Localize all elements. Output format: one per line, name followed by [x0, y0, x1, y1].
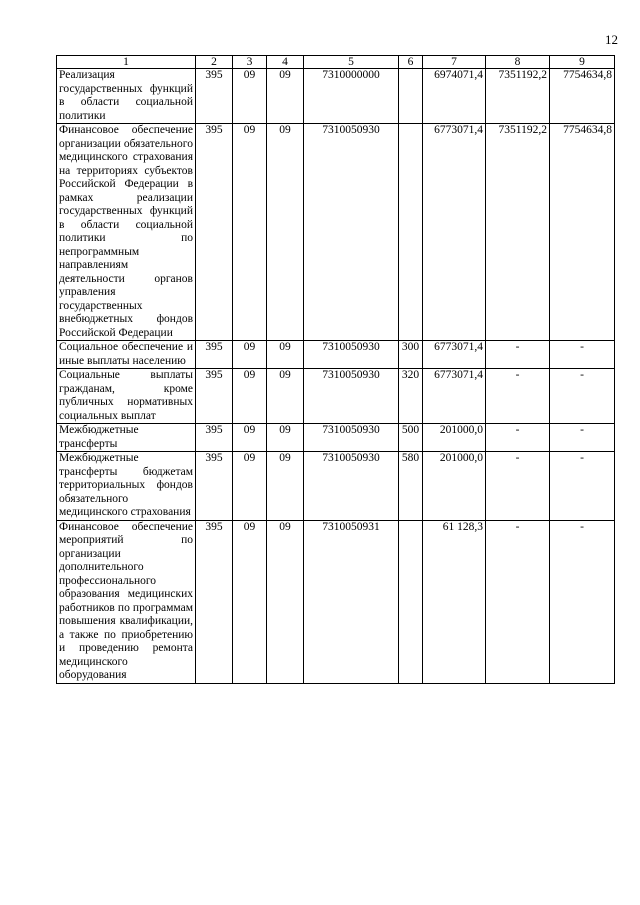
cell-section: 09: [233, 424, 267, 452]
column-header: 2: [196, 56, 233, 69]
cell-amount-2: -: [486, 452, 550, 521]
budget-table: [56, 55, 615, 684]
column-header: 1: [57, 56, 196, 69]
cell-section: 09: [233, 369, 267, 424]
cell-amount-1: 6974071,4: [423, 69, 486, 124]
cell-subsection: 09: [267, 369, 304, 424]
table-row: [57, 424, 615, 452]
cell-target-item: 7310050931: [304, 520, 399, 683]
cell-target-item: 7310050930: [304, 341, 399, 369]
cell-section: 09: [233, 520, 267, 683]
cell-subsection: 09: [267, 124, 304, 341]
cell-section: 09: [233, 124, 267, 341]
cell-expense-type: [399, 124, 423, 341]
cell-amount-2: -: [486, 341, 550, 369]
cell-expense-type: 320: [399, 369, 423, 424]
row-name: Социальные выплаты гражданам, кроме публичных нормативных социальных выплат: [57, 369, 196, 424]
cell-code: 395: [196, 124, 233, 341]
cell-section: 09: [233, 452, 267, 521]
cell-amount-3: 7754634,8: [550, 69, 615, 124]
cell-expense-type: 580: [399, 452, 423, 521]
row-name: Финансовое обеспечение мероприятий по организации дополнительного профессионального образования медицинских работников по программам повышения квалификации, а также по приобретению и проведению ремонта медицинского оборудования: [57, 520, 196, 683]
cell-amount-1: 6773071,4: [423, 341, 486, 369]
header-row: [57, 56, 615, 69]
page-number: 12: [605, 32, 618, 47]
cell-expense-type: 300: [399, 341, 423, 369]
cell-amount-2: -: [486, 520, 550, 683]
cell-subsection: 09: [267, 452, 304, 521]
cell-code: 395: [196, 520, 233, 683]
cell-subsection: 09: [267, 69, 304, 124]
cell-expense-type: [399, 520, 423, 683]
cell-section: 09: [233, 69, 267, 124]
cell-target-item: 7310000000: [304, 69, 399, 124]
column-header: 3: [233, 56, 267, 69]
table-row: [57, 369, 615, 424]
cell-amount-3: -: [550, 424, 615, 452]
cell-target-item: 7310050930: [304, 424, 399, 452]
cell-amount-3: -: [550, 369, 615, 424]
table-row: [57, 341, 615, 369]
cell-amount-1: 201000,0: [423, 452, 486, 521]
cell-amount-2: 7351192,2: [486, 124, 550, 341]
table-row: [57, 124, 615, 341]
cell-code: 395: [196, 341, 233, 369]
cell-subsection: 09: [267, 341, 304, 369]
table-row: [57, 452, 615, 521]
cell-target-item: 7310050930: [304, 452, 399, 521]
cell-expense-type: 500: [399, 424, 423, 452]
column-header: 9: [550, 56, 615, 69]
cell-subsection: 09: [267, 424, 304, 452]
row-name: Социальное обеспечение и иные выплаты населению: [57, 341, 196, 369]
cell-amount-2: -: [486, 369, 550, 424]
column-header: 8: [486, 56, 550, 69]
row-name: Финансовое обеспечение организации обязательного медицинского страхования на территориях субъектов Российской Федерации в рамках реализации государственных функций в области социальной политики по непрограммным направлениям деятельности органов управления государственных внебюджетных фондов Российской Федерации: [57, 124, 196, 341]
cell-amount-3: -: [550, 452, 615, 521]
cell-section: 09: [233, 341, 267, 369]
column-header: 5: [304, 56, 399, 69]
cell-amount-2: -: [486, 424, 550, 452]
cell-target-item: 7310050930: [304, 369, 399, 424]
cell-amount-1: 201000,0: [423, 424, 486, 452]
cell-code: 395: [196, 452, 233, 521]
cell-amount-1: 6773071,4: [423, 369, 486, 424]
cell-expense-type: [399, 69, 423, 124]
column-header: 7: [423, 56, 486, 69]
row-name: Межбюджетные трансферты бюджетам территориальных фондов обязательного медицинского страхования: [57, 452, 196, 521]
cell-amount-3: -: [550, 341, 615, 369]
row-name: Межбюджетные трансферты: [57, 424, 196, 452]
cell-amount-2: 7351192,2: [486, 69, 550, 124]
table-row: [57, 69, 615, 124]
table-row: [57, 520, 615, 683]
column-header: 4: [267, 56, 304, 69]
cell-target-item: 7310050930: [304, 124, 399, 341]
column-header: 6: [399, 56, 423, 69]
row-name: Реализация государственных функций в области социальной политики: [57, 69, 196, 124]
cell-amount-1: 61 128,3: [423, 520, 486, 683]
cell-code: 395: [196, 424, 233, 452]
cell-amount-3: -: [550, 520, 615, 683]
cell-code: 395: [196, 69, 233, 124]
cell-amount-3: 7754634,8: [550, 124, 615, 341]
cell-code: 395: [196, 369, 233, 424]
cell-amount-1: 6773071,4: [423, 124, 486, 341]
cell-subsection: 09: [267, 520, 304, 683]
